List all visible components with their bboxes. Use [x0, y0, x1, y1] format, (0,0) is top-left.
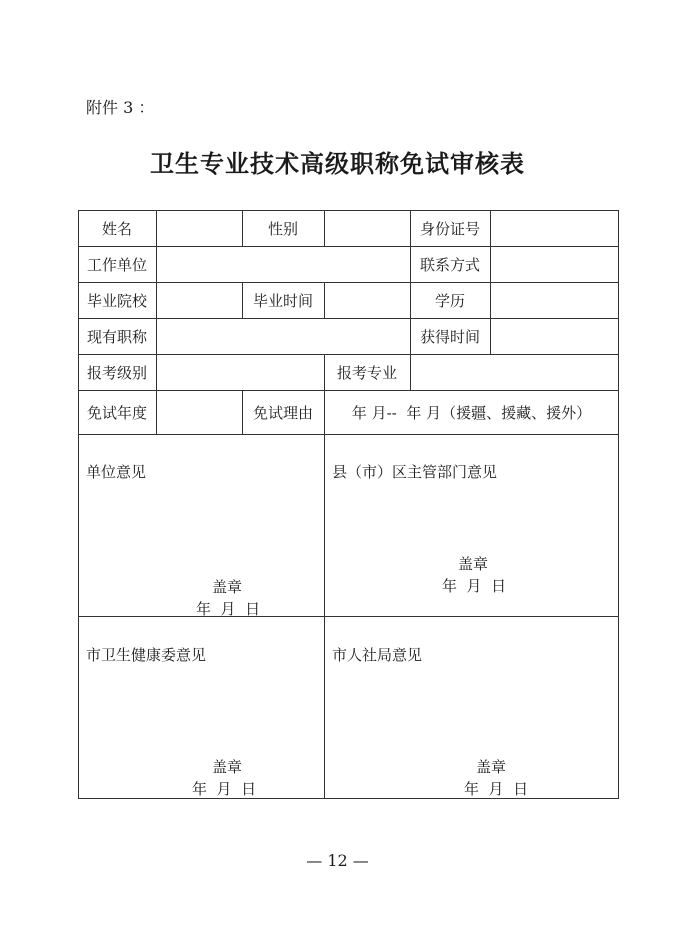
county-date-label: 年 月 日	[442, 577, 507, 595]
exempt-reason-options[interactable]: 年 月-- 年 月（援疆、援藏、援外）	[351, 403, 592, 422]
work-unit-label: 工作单位	[86, 255, 147, 274]
education-label: 学历	[434, 291, 465, 310]
obtain-time-field[interactable]	[491, 318, 618, 354]
unit-opinion-label: 单位意见	[86, 463, 147, 481]
hrss-seal-label: 盖章	[476, 758, 507, 776]
work-unit-field[interactable]	[157, 246, 410, 282]
id-number-label: 身份证号	[419, 219, 480, 238]
contact-field[interactable]	[491, 246, 618, 282]
hrss-opinion-label: 市人社局意见	[332, 646, 423, 664]
exempt-year-field[interactable]	[157, 390, 242, 434]
health-seal-label: 盖章	[212, 758, 243, 776]
page-number: — 12 —	[306, 851, 369, 870]
document-title: 卫生专业技术高级职称免试审核表	[150, 150, 525, 178]
graduate-school-label: 毕业院校	[86, 291, 147, 310]
graduate-school-field[interactable]	[157, 282, 242, 318]
exempt-reason-label: 免试理由	[252, 403, 313, 422]
apply-level-field[interactable]	[157, 354, 324, 390]
graduate-time-label: 毕业时间	[252, 291, 313, 310]
health-date-label: 年 月 日	[192, 780, 257, 798]
exempt-year-label: 免试年度	[86, 403, 147, 422]
unit-date-label: 年 月 日	[196, 600, 261, 618]
current-title-label: 现有职称	[86, 327, 147, 346]
attachment-label: 附件 3 ：	[86, 98, 155, 117]
unit-seal-label: 盖章	[212, 578, 243, 596]
apply-major-field[interactable]	[411, 354, 618, 390]
gender-field[interactable]	[325, 210, 410, 246]
county-opinion-label: 县（市）区主管部门意见	[332, 463, 498, 481]
contact-label: 联系方式	[419, 255, 480, 274]
obtain-time-label: 获得时间	[419, 327, 480, 346]
health-opinion-label: 市卫生健康委意见	[86, 646, 207, 664]
graduate-time-field[interactable]	[325, 282, 410, 318]
county-seal-label: 盖章	[458, 555, 489, 573]
id-number-field[interactable]	[491, 210, 618, 246]
current-title-field[interactable]	[157, 318, 410, 354]
name-label: 姓名	[101, 219, 132, 238]
name-field[interactable]	[157, 210, 242, 246]
hrss-date-label: 年 月 日	[464, 780, 529, 798]
gender-label: 性别	[267, 219, 298, 238]
apply-level-label: 报考级别	[86, 363, 147, 382]
apply-major-label: 报考专业	[336, 363, 397, 382]
education-field[interactable]	[491, 282, 618, 318]
